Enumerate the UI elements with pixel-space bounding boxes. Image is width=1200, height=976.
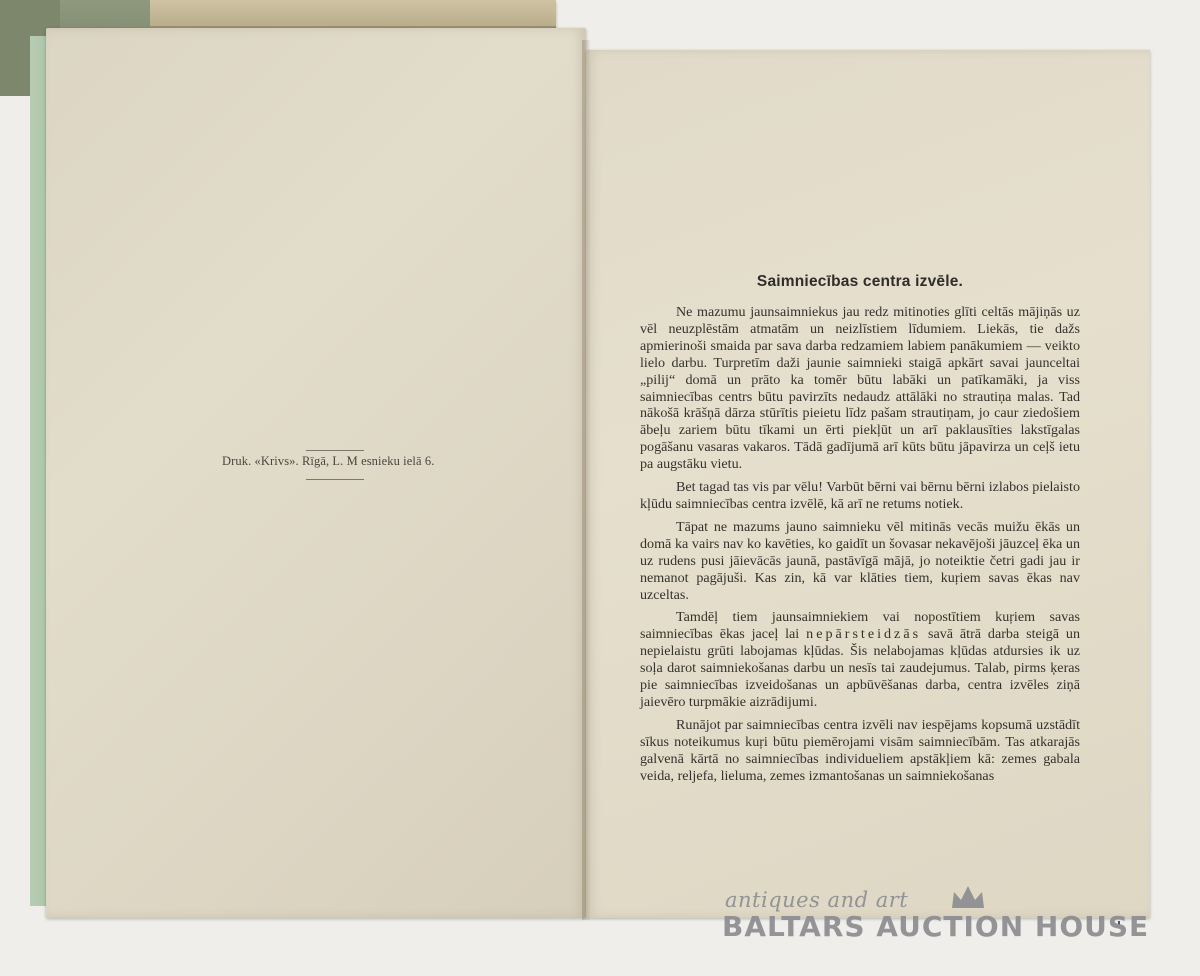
auction-watermark xyxy=(722,888,1152,968)
imprint-prefix: Druk. «Krivs». Rīgā, L. M xyxy=(222,454,358,468)
watermark-title: BALTARS AUCTION HOUSE xyxy=(722,910,1150,943)
paragraph-2: Bet tagad tas vis par vēlu! Varbūt bērni vai bērnu bērni izlabos pielaisto kļūdu saimniecības centra izvēlē, kā arī ne retums notiek. xyxy=(640,479,1080,512)
crown-icon xyxy=(948,882,988,912)
paragraph-1: Ne mazumu jaunsaimniekus jau redz mitinoties glīti celtās mājiņās uz vēl neuzplēstām atmatām un neizlīstiem līdumiem. Liekās, tie dažs apmierinoši smaida par sava darba redzamiem labiem panākumiem — veikto lielo darbu. Turpretīm daži jaunie saimnieki staigā apkārt savai jaunceltai „pilij“ domā un prāto ka tomēr būtu labāki un patīkamāki, ja viss saimniecības centrs būtu pavirzīts nedaudz attālāki no strautiņa malas. Tad nākošā krāšņā dārza stūrītis pieietu līdz pašam strautiņam, jo caur ziedošiem ābeļu zariem būtu tīkami un ērti piekļūt un arī paklausīties lakstīgalas pogāšanu vasaras vakaros. Tādā gadījumā arī kūts būtu jāpavirza un ceļš ietu pa augstāku vietu. xyxy=(640,304,1080,473)
paragraph-3: Tāpat ne mazums jauno saimnieku vēl mitinās vecās muižu ēkās un domā ka vairs nav ko kavēties, ko gaidīt un šovasar nekavējoši jāuzceļ ēka un uz rudens pusi jāievācās jaunā, pastāvīgā mājā, jo noteiktie četri gadi jau ir nemanot pagājuši. Kas zin, kā var klāties tiem, kuŗiem savas ēkas nav uzceltas. xyxy=(640,518,1080,603)
chapter-heading: Saimniecības centra izvēle. xyxy=(756,273,964,290)
printer-imprint xyxy=(222,454,448,469)
imprint-suffix: esnieku ielā 6. xyxy=(361,454,435,468)
imprint-rule-top xyxy=(306,450,364,451)
paragraph-4-end: savā ātrā darba steigā un nepielaistu grūti labojamas kļūdas. Šis nelabojamas kļūdas atdursies ik uz soļa darot saimniekošanas darbu un nesīs tai zaudejumus. Talab, pirms ķeras pie saimniecības izveidošanas un apbūvēšanas darba, centra izvēles ziņā jaievēro turpmākie aizrādijumi. xyxy=(640,626,1081,710)
imprint-rule-bottom xyxy=(306,479,364,480)
watermark-subtitle: antiques and art xyxy=(725,888,909,912)
paragraph-5: Runājot par saimniecības centra izvēli nav iespējams kopsumā uzstādīt sīkus noteikumus kuŗi būtu piemērojami visām saimniecībām. Tas atkarajās galvenā kārtā no saimniecības individueliem apstākļiem kā: zemes gabala veida, reljefa, lieluma, zemes izmantošanas un saimniekošanas xyxy=(640,716,1080,784)
body-text xyxy=(640,304,1080,790)
paragraph-4-start: Tamdēļ tiem jaunsaimniekiem vai nopostītiem kuŗiem savas saimniecības ēkas jaceļ lai xyxy=(640,609,1080,643)
left-page xyxy=(46,28,586,918)
book-gutter xyxy=(582,40,590,920)
paragraph-4-emphasis: nepārsteidzās xyxy=(806,626,922,643)
paragraph-4 xyxy=(640,609,1080,710)
background-book-page-edge xyxy=(150,0,556,28)
